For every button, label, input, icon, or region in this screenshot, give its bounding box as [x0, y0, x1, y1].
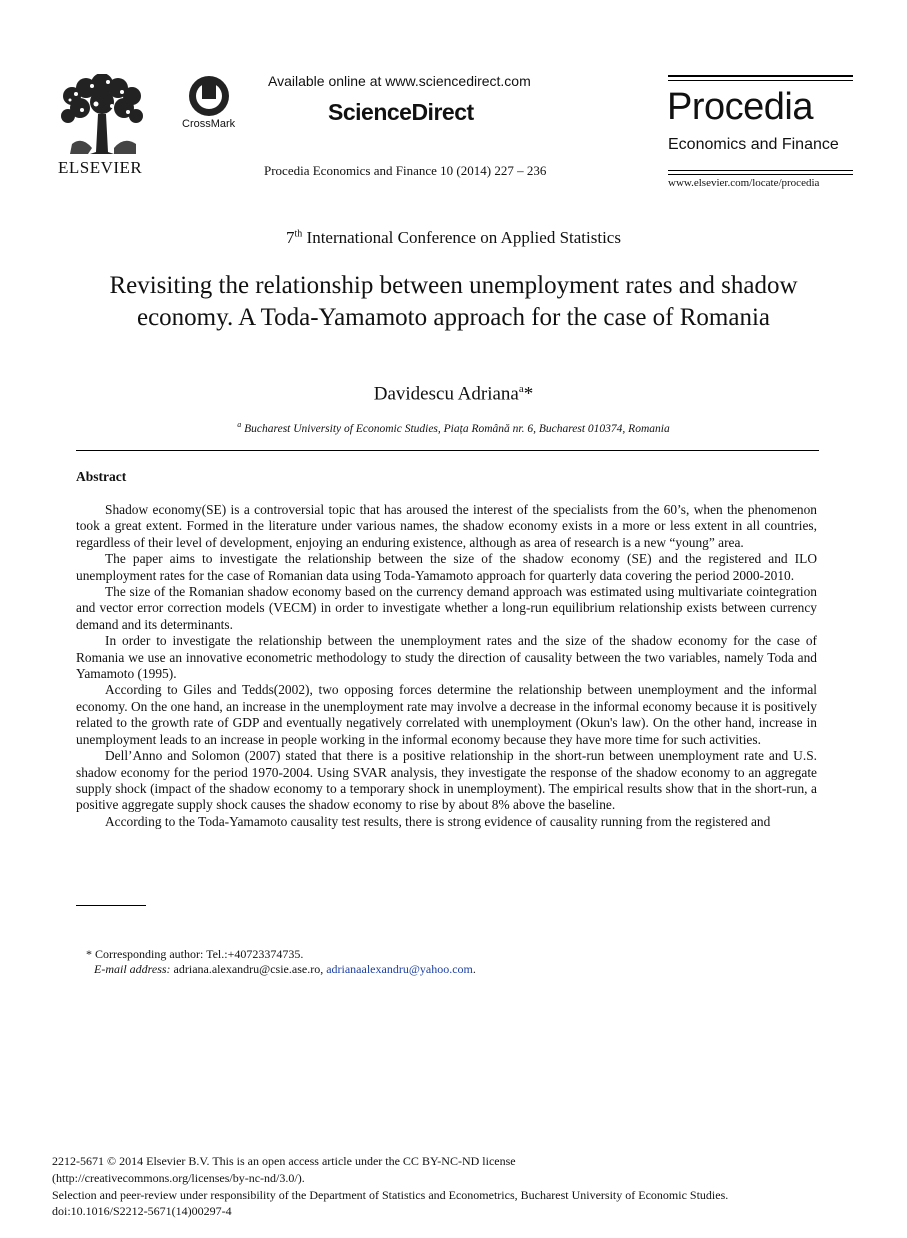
doi-text: doi:10.1016/S2212-5671(14)00297-4 [52, 1204, 232, 1219]
available-online-text: Available online at www.sciencedirect.com [268, 73, 531, 89]
abstract-paragraph: According to Giles and Tedds(2002), two opposing forces determine the relationship between unemployment and the informal economy. On the one hand, an increase in the unemployment rate may involve a decrease in the informal economy because it is positively related to the growth rate of GDP and eventually negatively correlated with unemployment (Okun's law). On the other hand, increase in unemployment leads to an increase in people working in the informal economy because they have more time for such activities. [76, 682, 817, 747]
peer-review-note: Selection and peer-review under responsibility of the Department of Statistics and Econometrics, Bucharest University of Economic Studies. [52, 1187, 729, 1202]
abstract-paragraph: The size of the Romanian shadow economy based on the currency demand approach was estimated using multivariate cointegration and vector error correction models (VECM) in order to investigate whether a long-run equilibrium relationship exists between currency demand and its determinants. [76, 584, 817, 632]
conference-ordinal: 7 [286, 228, 295, 247]
conference-ordinal-suffix: th [294, 228, 303, 240]
procedia-rule [668, 170, 853, 171]
affiliation-line [0, 420, 907, 435]
footnote-rule [76, 905, 146, 906]
crossmark-label: CrossMark [182, 118, 236, 130]
license-line: 2212-5671 © 2014 Elsevier B.V. This is an open access article under the CC BY-NC-ND license [52, 1154, 516, 1168]
email-secondary-link[interactable]: adrianaalexandru@yahoo.com [326, 962, 473, 976]
email-label: E-mail address: [94, 962, 171, 976]
journal-reference: Procedia Economics and Finance 10 (2014) 227 – 236 [264, 163, 547, 178]
author-name: Davidescu Adriana [373, 383, 519, 405]
abstract-paragraph: In order to investigate the relationship between the unemployment rates and the size of the shadow economy for the case of Romania we use an innovative econometric methodology to study the direction of causality between the two variables, namely Toda and Yamamoto (1995). [76, 633, 817, 682]
conference-name [0, 228, 907, 248]
procedia-rule [668, 174, 853, 175]
procedia-rule [668, 75, 853, 77]
procedia-subtitle: Economics and Finance [668, 136, 839, 153]
email-primary: adriana.alexandru@csie.ase.ro, [170, 962, 327, 976]
affiliation-text: Bucharest University of Economic Studies, Piața Română nr. 6, Bucharest 010374, Romania [241, 422, 670, 435]
email-end: . [472, 962, 476, 976]
license-url-link[interactable]: (http://creativecommons.org/licenses/by-nc-nd/3.0/). [52, 1170, 305, 1185]
corresponding-star: * [523, 383, 534, 405]
abstract-paragraph: Dell’Anno and Solomon (2007) stated that there is a positive relationship in the short-run between unemployment rate and U.S. shadow economy for the period 1970-2004. Using SVAR analysis, they investigate the response of the shadow economy to an aggregate supply shock (impact of the shadow economy to a temporary shock in unemployment). The empirical results show that in the short-run, a positive aggregate supply shock causes the shadow economy to rise by about 8% above the baseline. [76, 748, 817, 813]
elsevier-wordmark: ELSEVIER [58, 158, 143, 177]
procedia-title: Procedia [667, 86, 813, 128]
abstract-body [76, 502, 817, 830]
procedia-rule [668, 80, 853, 81]
affiliation-mark: a [237, 420, 242, 429]
corresponding-author-note: * Corresponding author: Tel.:+40723374735. [86, 947, 304, 961]
sciencedirect-brand[interactable]: ScienceDirect [328, 99, 474, 125]
abstract-heading: Abstract [76, 469, 127, 484]
abstract-paragraph: Shadow economy(SE) is a controversial topic that has aroused the interest of the specialists from the 60’s, when the phenomenon took a great extent. Formed in the literature under various names, the shadow economy exists in a more or less extent in all countries, regardless of their level of development, enjoying an enduring existence, although as area of research is a new “young” area. [76, 502, 817, 550]
author-affiliation-mark: a [518, 383, 524, 395]
abstract-paragraph: According to the Toda-Yamamoto causality test results, there is strong evidence of causality running from the registered and [105, 813, 771, 829]
procedia-url[interactable]: www.elsevier.com/locate/procedia [668, 177, 820, 189]
author-line [0, 383, 907, 405]
section-divider [76, 450, 819, 451]
conference-title: International Conference on Applied Statistics [302, 228, 621, 247]
abstract-paragraph: The paper aims to investigate the relationship between the size of the shadow economy (SE) and the registered and ILO unemployment rates for the case of Romanian data using Toda-Yamamoto approach for quarterly data covering the period 2000-2010. [76, 551, 817, 583]
paper-title: Revisiting the relationship between unemployment rates and shadow economy. A Toda-Yamamoto approach for the case of Romania [109, 272, 798, 331]
license-block [52, 1153, 728, 1220]
email-note [94, 962, 476, 977]
